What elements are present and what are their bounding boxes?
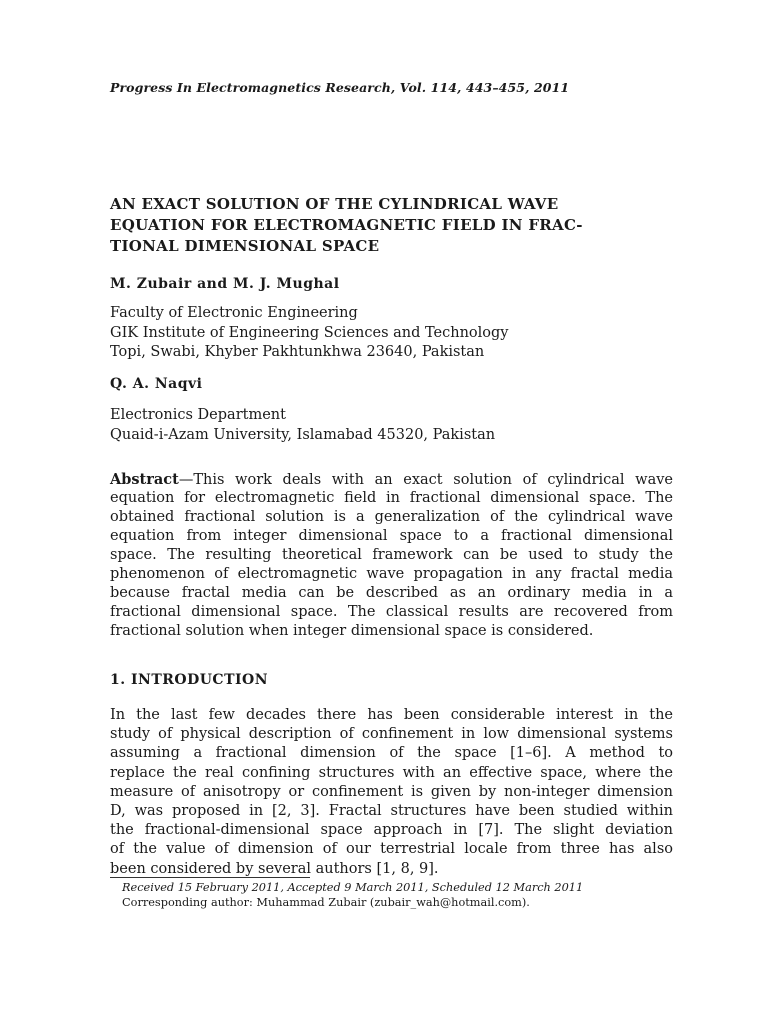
paper-title [110, 194, 676, 257]
authors-primary: M. Zubair and M. J. Mughal [110, 276, 340, 292]
title-line: EQUATION FOR ELECTROMAGNETIC FIELD IN FRAC- [110, 216, 583, 234]
abstract [110, 470, 673, 641]
intro-line: study of physical description of confinement in low dimensional systems [110, 726, 673, 743]
affiliation-line: Quaid-i-Azam University, Islamabad 45320, Pakistan [110, 426, 496, 443]
abstract-line: equation for electromagnetic field in fractional dimensional space. The [110, 490, 673, 506]
abstract-line: phenomenon of electromagnetic wave propagation in any fractal media [110, 566, 673, 582]
abstract-line: because fractal media can be described as an ordinary media in a [110, 585, 673, 601]
abstract-text: —This work deals with an exact solution of cylindrical wave [178, 472, 673, 488]
abstract-line: equation from integer dimensional space to a fractional dimensional [110, 528, 673, 544]
intro-line: In the last few decades there has been considerable interest in the [110, 707, 673, 723]
intro-line: measure of anisotropy or confinement is given by non-integer dimension [110, 783, 673, 800]
abstract-line: fractional solution when integer dimensional space is considered. [110, 623, 594, 639]
journal-header: Progress In Electromagnetics Research, Vol. 114, 443–455, 2011 [110, 80, 570, 95]
title-line: TIONAL DIMENSIONAL SPACE [110, 237, 380, 255]
footnote-divider [110, 877, 310, 878]
intro-line: of the value of dimension of our terrestrial locale from three has also [110, 841, 673, 858]
affiliation-line: Topi, Swabi, Khyber Pakhtunkhwa 23640, Pakistan [110, 344, 485, 360]
affiliation-secondary [110, 406, 495, 445]
abstract-line [110, 470, 673, 489]
received-dates: Received 15 February 2011, Accepted 9 March 2011, Scheduled 12 March 2011 [122, 881, 584, 894]
abstract-line: space. The resulting theoretical framework can be used to study the [110, 547, 673, 563]
intro-line: the fractional-dimensional space approach in [7]. The slight deviation [110, 822, 673, 839]
footnote [122, 880, 583, 910]
title-line: AN EXACT SOLUTION OF THE CYLINDRICAL WAVE [110, 195, 559, 213]
intro-line: been considered by several authors [1, 8, 9]. [110, 860, 439, 877]
affiliation-primary [110, 304, 509, 363]
section-heading: 1. INTRODUCTION [110, 672, 269, 688]
intro-line: D, was proposed in [2, 3]. Fractal structures have been studied within [110, 802, 673, 819]
corresponding-author: Corresponding author: Muhammad Zubair (zubair_wah@hotmail.com). [122, 896, 530, 909]
abstract-line: obtained fractional solution is a generalization of the cylindrical wave [110, 509, 673, 525]
introduction-paragraph [110, 706, 673, 879]
intro-line: replace the real confining structures with an effective space, where the [110, 764, 673, 781]
authors-secondary: Q. A. Naqvi [110, 376, 203, 392]
affiliation-line: Faculty of Electronic Engineering [110, 305, 358, 321]
abstract-label: Abstract [110, 471, 179, 488]
intro-line: assuming a fractional dimension of the space [1–6]. A method to [110, 745, 673, 762]
affiliation-line: Electronics Department [110, 407, 286, 423]
abstract-line: fractional dimensional space. The classical results are recovered from [110, 604, 673, 620]
affiliation-line: GIK Institute of Engineering Sciences and Technology [110, 324, 509, 341]
